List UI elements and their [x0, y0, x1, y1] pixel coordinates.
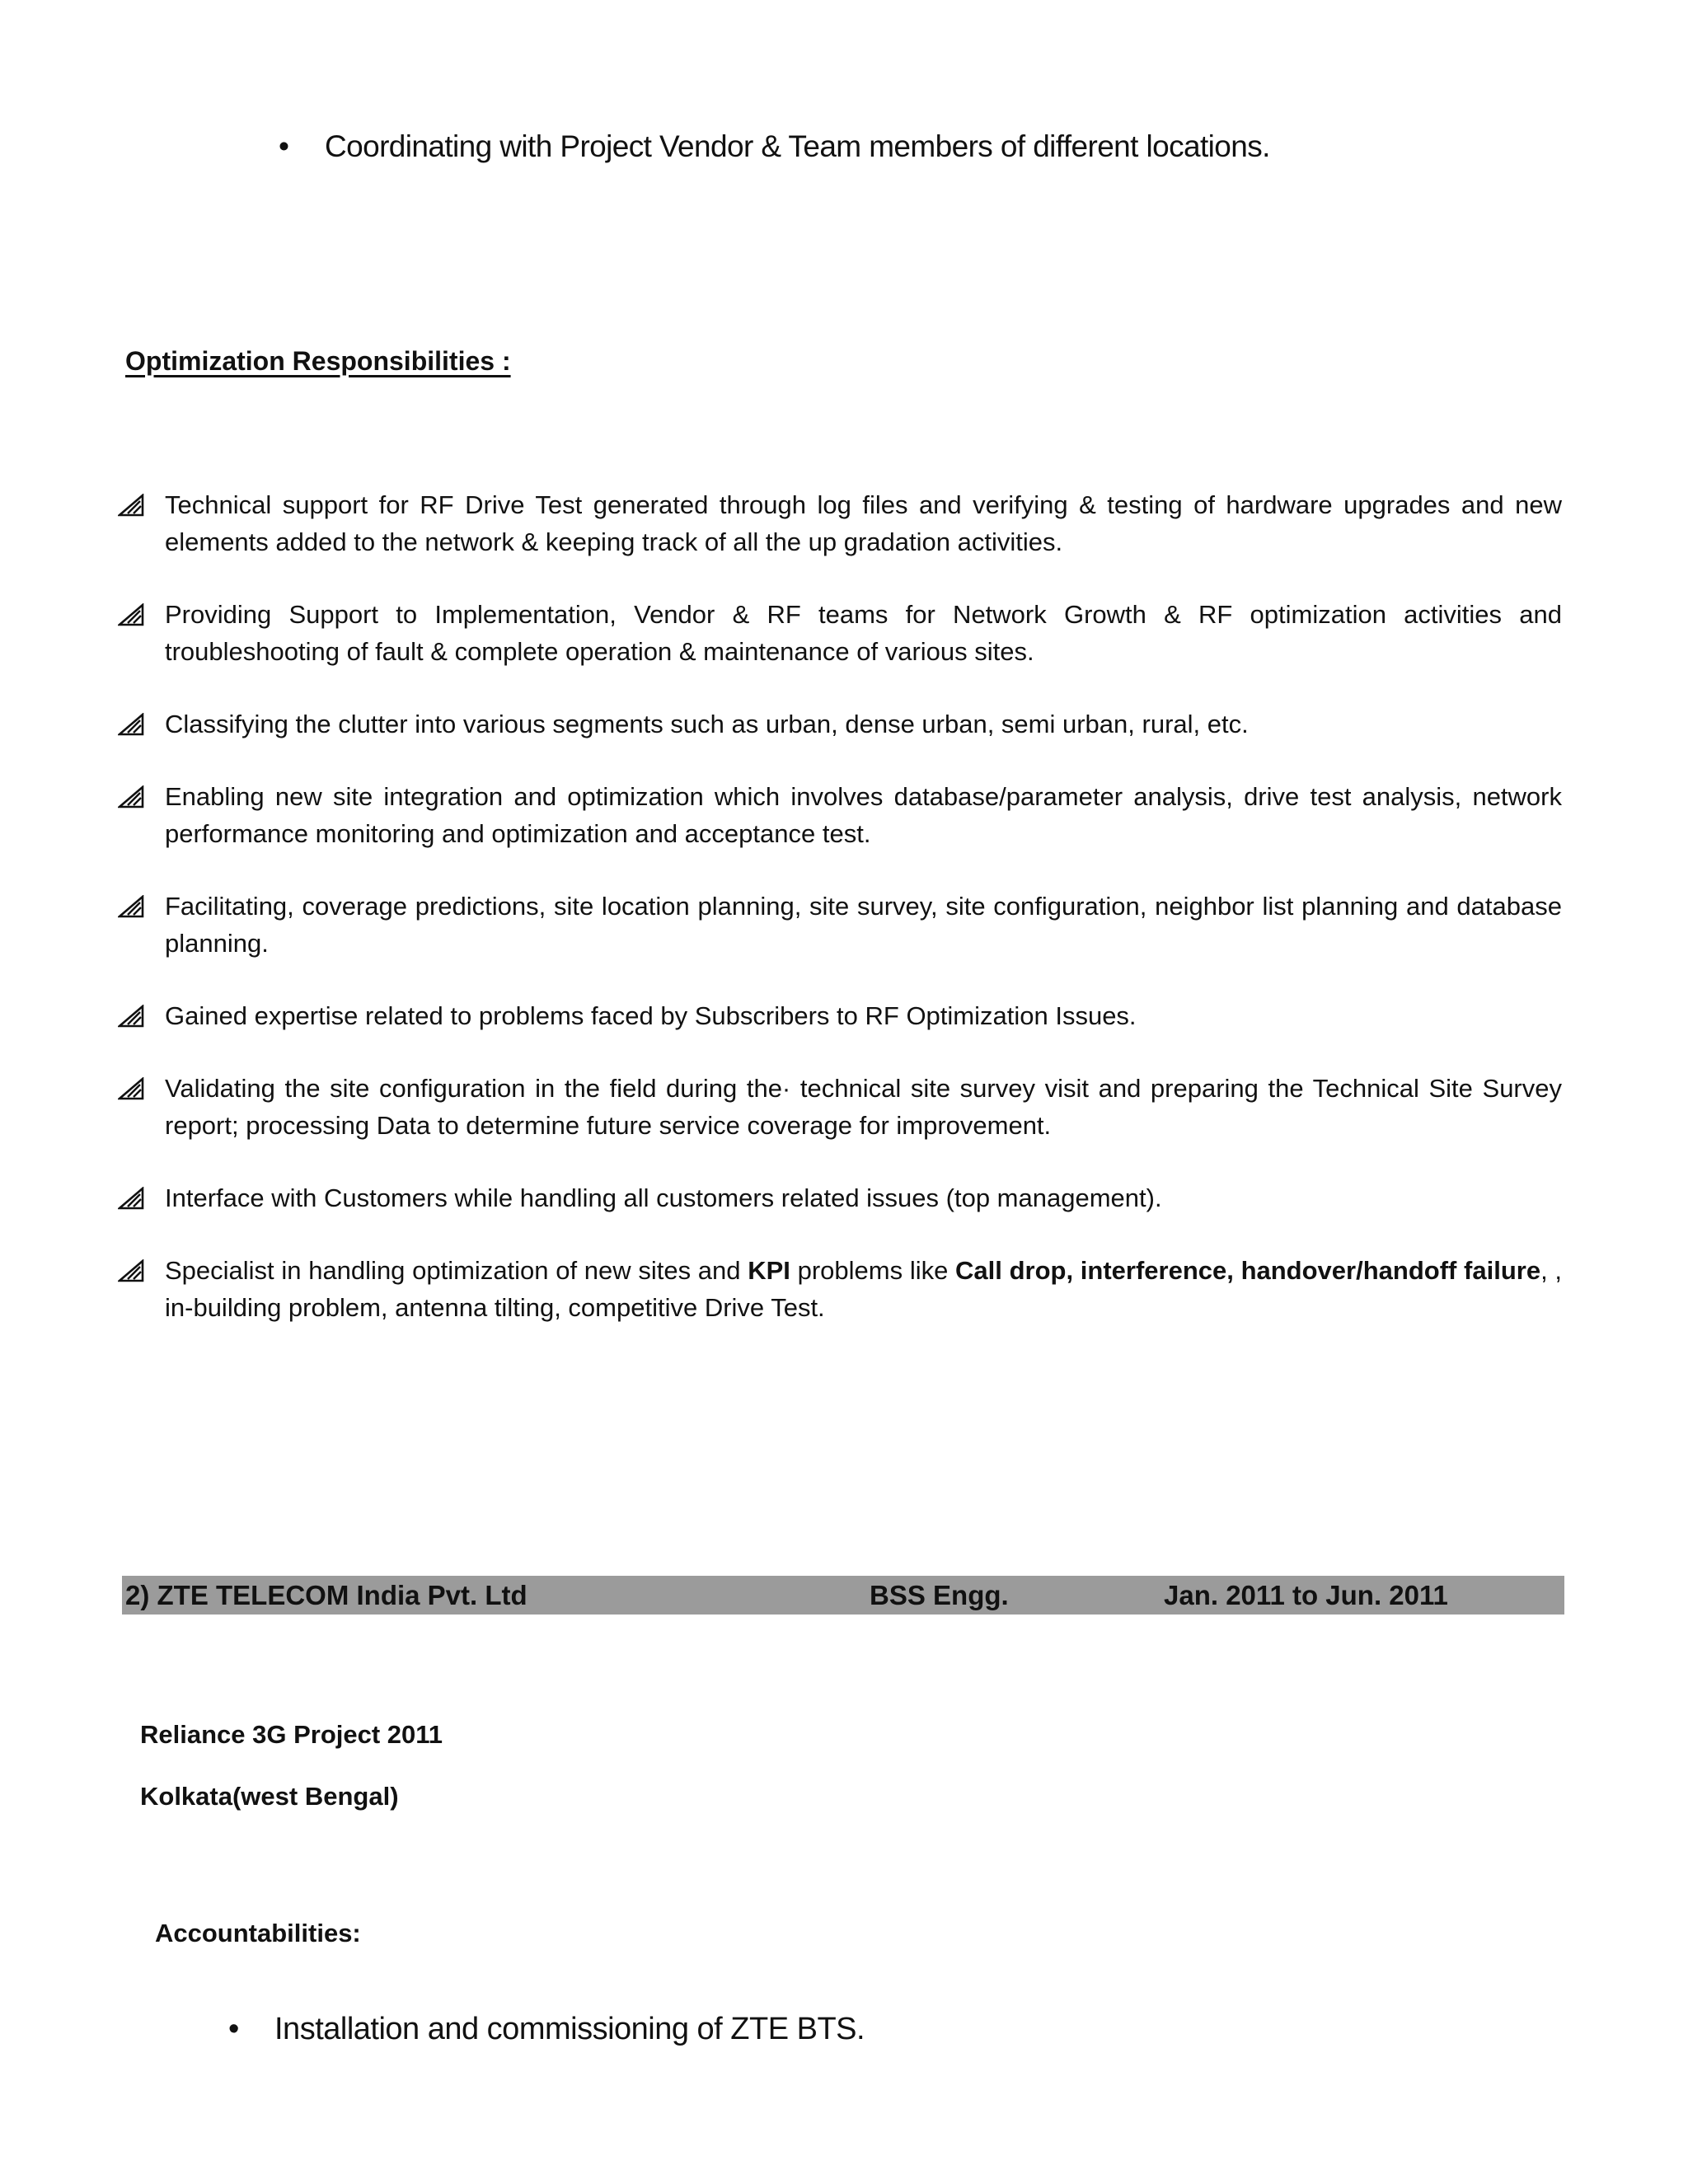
project-name: Reliance 3G Project 2011	[140, 1720, 443, 1749]
bullet-dot: •	[279, 129, 289, 163]
list-item-text: Facilitating, coverage predictions, site location planning, site survey, site configuration, neighbor list planning and database planning.	[165, 892, 1562, 958]
bullet-text: Coordinating with Project Vendor & Team members of different locations.	[325, 129, 1270, 163]
list-item	[118, 1070, 1562, 1144]
hatched-triangle-icon	[118, 1077, 144, 1100]
list-item	[118, 888, 1562, 962]
hatched-triangle-icon	[118, 1187, 144, 1210]
job-header-bar	[122, 1576, 1564, 1615]
list-item	[118, 705, 1562, 743]
list-item-text: Technical support for RF Drive Test generated through log files and verifying & testing of hardware upgrades and new elements added to the network & keeping track of all the up gradation activities.	[165, 490, 1562, 556]
hatched-triangle-icon	[118, 603, 144, 626]
responsibilities-list	[118, 486, 1562, 1361]
text-part: Specialist in handling optimization of new sites and	[165, 1256, 748, 1285]
list-item	[118, 1179, 1562, 1216]
hatched-triangle-icon	[118, 1005, 144, 1028]
list-item-text: Interface with Customers while handling all customers related issues (top management).	[165, 1183, 1162, 1212]
company-name: 2) ZTE TELECOM India Pvt. Ltd	[125, 1580, 528, 1610]
job-role: BSS Engg.	[870, 1580, 1009, 1610]
hatched-triangle-icon	[118, 713, 144, 736]
text-part: , , in-building problem, antenna tilting, competitive Drive Test.	[165, 1256, 1563, 1322]
list-item	[118, 486, 1562, 560]
list-item-text: Validating the site configuration in the field during the· technical site survey visit and preparing the Technical Site Survey report; processing Data to determine future service coverage for improvement.	[165, 1074, 1562, 1140]
hatched-triangle-icon	[118, 494, 144, 517]
text-part: problems like	[790, 1256, 956, 1285]
list-item	[118, 778, 1562, 852]
optimization-heading: Optimization Responsibilities :	[125, 346, 511, 376]
list-item	[118, 1252, 1562, 1326]
bullet-dot: •	[228, 2012, 239, 2046]
list-item-text: Gained expertise related to problems faced by Subscribers to RF Optimization Issues.	[165, 1001, 1137, 1030]
list-item-text	[165, 1256, 1562, 1322]
accountabilities-heading: Accountabilities:	[155, 1919, 361, 1947]
list-item-text: Classifying the clutter into various segments such as urban, dense urban, semi urban, rural, etc.	[165, 710, 1249, 738]
bullet-text: Installation and commissioning of ZTE BTS.	[274, 2012, 865, 2046]
bold-kpi: KPI	[748, 1256, 790, 1285]
project-location: Kolkata(west Bengal)	[140, 1782, 399, 1811]
hatched-triangle-icon	[118, 1259, 144, 1282]
list-item-text: Providing Support to Implementation, Vendor & RF teams for Network Growth & RF optimization activities and troubleshooting of fault & complete operation & maintenance of various sites.	[165, 600, 1562, 666]
list-item	[118, 997, 1562, 1034]
job-period: Jan. 2011 to Jun. 2011	[1164, 1580, 1448, 1610]
hatched-triangle-icon	[118, 785, 144, 808]
list-item	[118, 596, 1562, 670]
hatched-triangle-icon	[118, 895, 144, 918]
list-item-text: Enabling new site integration and optimization which involves database/parameter analysis, drive test analysis, network performance monitoring and optimization and acceptance test.	[165, 782, 1562, 848]
bold-problems: Call drop, interference, handover/handoff failure	[955, 1256, 1541, 1285]
